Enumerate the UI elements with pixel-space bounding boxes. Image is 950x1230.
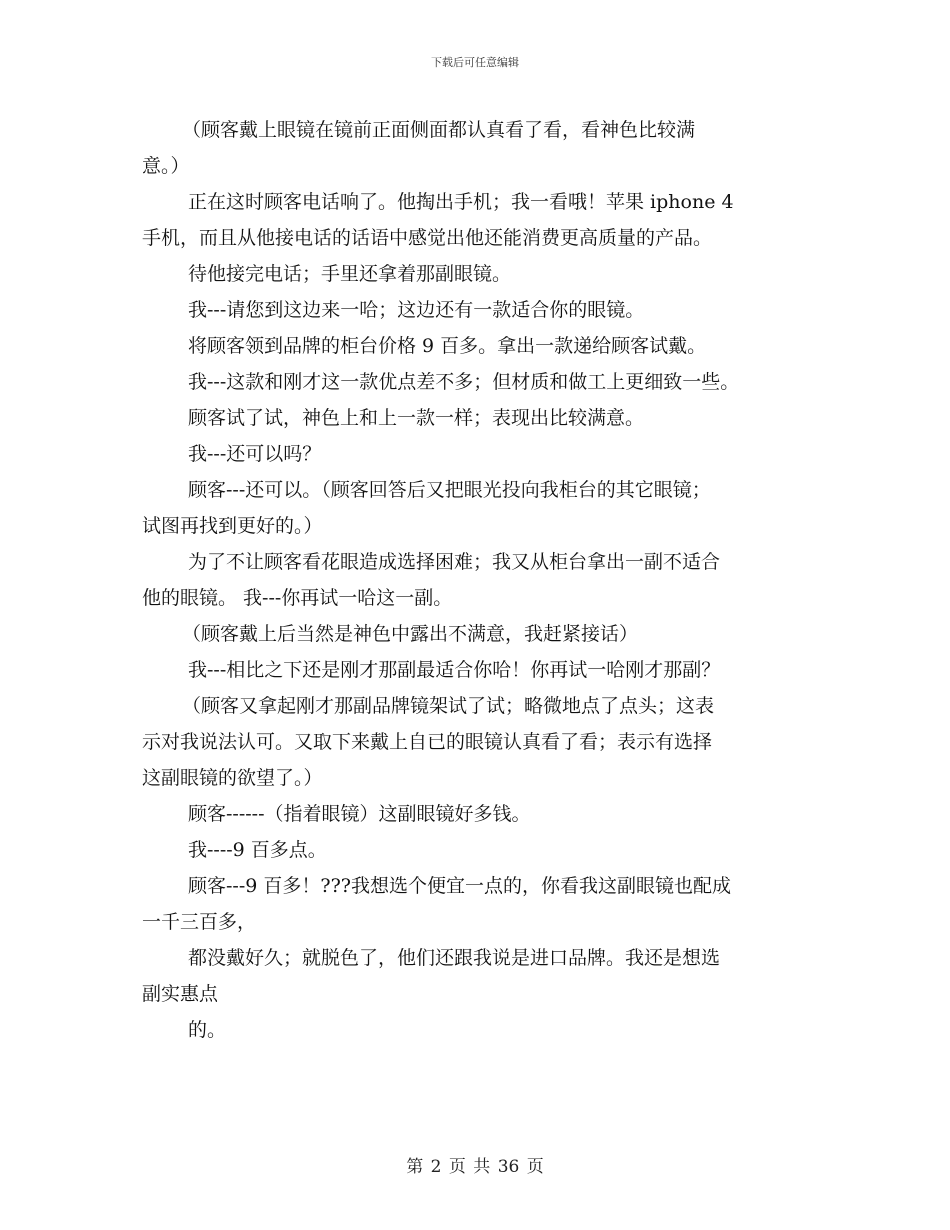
document-body [142, 112, 832, 1048]
text-line: 这副眼镜的欲望了。） [142, 767, 323, 789]
text-line: 为了不让顾客看花眼造成选择困难；我又从柜台拿出一副不适合 [188, 551, 721, 573]
text-line: 一千三百多， [142, 911, 257, 933]
text-line: 正在这时顾客电话响了。他掏出手机；我一看哦！苹果 iphone 4 [188, 191, 734, 213]
text-line: 意。） [142, 155, 190, 177]
text-line: 的。 [188, 1019, 227, 1041]
text-line: 我---还可以吗？ [188, 443, 322, 465]
text-line: 我---这款和刚才这一款优点差不多；但材质和做工上更细致一些。 [188, 371, 740, 393]
text-line: 我----9 百多点。 [188, 839, 327, 861]
text-line: 试图再找到更好的。） [142, 515, 323, 537]
text-line: 他的眼镜。 我---你再试一哈这一副。 [142, 587, 453, 609]
text-line: 顾客---还可以。（顾客回答后又把眼光投向我柜台的其它眼镜； [188, 479, 711, 501]
text-line: 我---相比之下还是刚才那副最适合你哈！你再试一哈刚才那副？ [188, 659, 721, 681]
text-line: 顾客试了试，神色上和上一款一样；表现出比较满意。 [188, 407, 645, 429]
text-line: 我---请您到这边来一哈；这边还有一款适合你的眼镜。 [188, 299, 645, 321]
text-line: 顾客------（指着眼镜）这副眼镜好多钱。 [188, 803, 531, 825]
page-number-footer: 第 2 页 共 36 页 [406, 1157, 544, 1177]
text-line: 顾客---9 百多！???我想选个便宜一点的，你看我这副眼镜也配成 [188, 875, 731, 897]
text-line: 手机，而且从他接电话的话语中感觉出他还能消费更高质量的产品。 [142, 227, 713, 249]
text-line: （顾客戴上后当然是神色中露出不满意，我赶紧接话） [182, 623, 639, 645]
text-line: 都没戴好久；就脱色了，他们还跟我说是进口品牌。我还是想选 [188, 947, 721, 969]
text-line: （顾客戴上眼镜在镜前正面侧面都认真看了看，看神色比较满 [182, 119, 696, 141]
text-line: 副实惠点 [142, 983, 219, 1005]
text-line: （顾客又拿起刚才那副品牌镜架试了试；略微地点了点头；这表 [182, 695, 715, 717]
text-line: 示对我说法认可。又取下来戴上自已的眼镜认真看了看；表示有选择 [142, 731, 713, 753]
text-line: 将顾客领到品牌的柜台价格 9 百多。拿出一款递给顾客试戴。 [188, 335, 707, 357]
text-line: 待他接完电话；手里还拿着那副眼镜。 [188, 263, 512, 285]
page-header: 下载后可任意编辑 [431, 56, 519, 69]
